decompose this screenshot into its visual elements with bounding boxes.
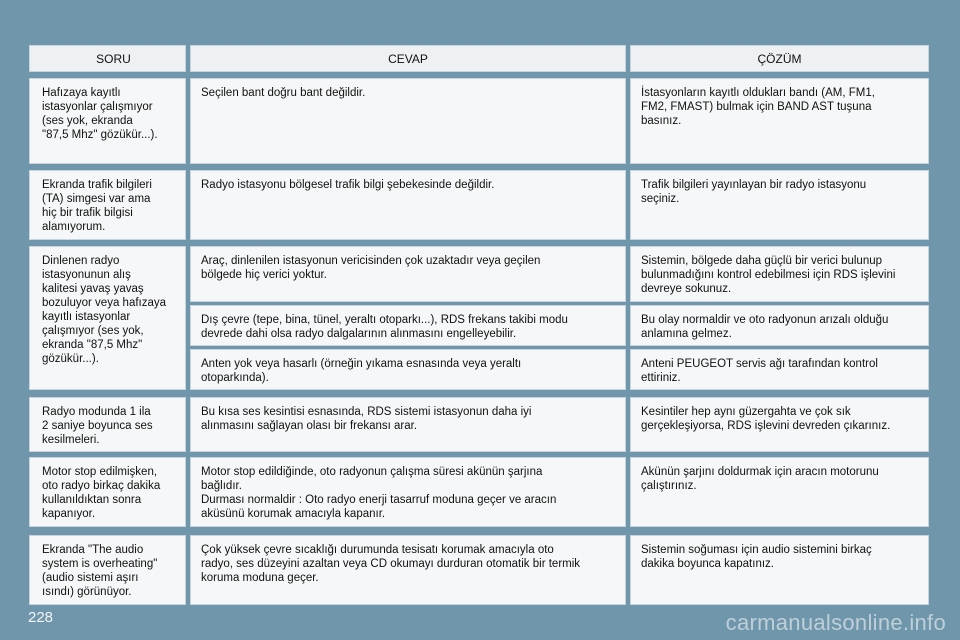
header-question: SORU bbox=[29, 45, 186, 72]
table-row-question: Radyo modunda 1 ila 2 saniye boyunca ses kesilmeleri. bbox=[29, 397, 186, 452]
header-answer: CEVAP bbox=[190, 45, 626, 72]
table-row-solution: Bu olay normaldir ve oto radyonun arızalı olduğu anlamına gelmez. bbox=[630, 305, 929, 346]
table-row-question: Hafızaya kayıtlı istasyonlar çalışmıyor (ses yok, ekranda "87,5 Mhz" gözükür...). bbox=[29, 78, 186, 164]
table-row-solution: Akünün şarjını doldurmak için aracın motorunu çalıştırınız. bbox=[630, 457, 929, 527]
table-row-solution: İstasyonların kayıtlı oldukları bandı (AM, FM1, FM2, FMAST) bulmak için BAND AST tuşuna basınız. bbox=[630, 78, 929, 164]
table-row-answer: Bu kısa ses kesintisi esnasında, RDS sistemi istasyonun daha iyi alınmasını sağlayan olası bir frekansı arar. bbox=[190, 397, 626, 452]
table-row-question: Motor stop edilmişken, oto radyo birkaç dakika kullanıldıktan sonra kapanıyor. bbox=[29, 457, 186, 527]
table-row-solution: Sistemin, bölgede daha güçlü bir verici bulunup bulunmadığını kontrol edebilmesi için RDS işlevini devreye sokunuz. bbox=[630, 246, 929, 302]
table-row-answer: Seçilen bant doğru bant değildir. bbox=[190, 78, 626, 164]
table-row-question: Ekranda trafik bilgileri (TA) simgesi var ama hiç bir trafik bilgisi alamıyorum. bbox=[29, 170, 186, 240]
watermark: carmanualsonline.info bbox=[725, 610, 946, 635]
table-row-answer: Anten yok veya hasarlı (örneğin yıkama esnasında veya yeraltı otoparkında). bbox=[190, 349, 626, 390]
table-row-answer: Çok yüksek çevre sıcaklığı durumunda tesisatı korumak amacıyla oto radyo, ses düzeyini azaltan veya CD okumayı durduran otomatik bir termik koruma moduna geçer. bbox=[190, 535, 626, 605]
table-row-answer: Dış çevre (tepe, bina, tünel, yeraltı otoparkı...), RDS frekans takibi modu devrede dahi olsa radyo dalgalarının alınmasını engelleyebilir. bbox=[190, 305, 626, 346]
table-row-answer: Motor stop edildiğinde, oto radyonun çalışma süresi akünün şarjına bağlıdır. Durması normaldir : Oto radyo enerji tasarruf moduna geçer ve aracın aküsünü korumak amacıyla kapanır. bbox=[190, 457, 626, 527]
table-row-answer: Araç, dinlenilen istasyonun vericisinden çok uzaktadır veya geçilen bölgede hiç verici yoktur. bbox=[190, 246, 626, 302]
table-row-answer: Radyo istasyonu bölgesel trafik bilgi şebekesinde değildir. bbox=[190, 170, 626, 240]
table-row-solution: Trafik bilgileri yayınlayan bir radyo istasyonu seçiniz. bbox=[630, 170, 929, 240]
table-row-solution: Anteni PEUGEOT servis ağı tarafından kontrol ettiriniz. bbox=[630, 349, 929, 390]
table-row-question: Ekranda "The audio system is overheating" (audio sistemi aşırı ısındı) görünüyor. bbox=[29, 535, 186, 605]
table-row-solution: Sistemin soğuması için audio sistemini birkaç dakika boyunca kapatınız. bbox=[630, 535, 929, 605]
header-solution: ÇÖZÜM bbox=[630, 45, 929, 72]
table-row-question: Dinlenen radyo istasyonunun alış kalitesi yavaş yavaş bozuluyor veya hafızaya kayıtlı istasyonlar çalışmıyor (ses yok, ekranda "87,5 Mhz" gözükür...). bbox=[29, 246, 186, 390]
page-number: 228 bbox=[28, 609, 54, 626]
table-row-solution: Kesintiler hep aynı güzergahta ve çok sık gerçekleşiyorsa, RDS işlevini devreden çıkarınız. bbox=[630, 397, 929, 452]
